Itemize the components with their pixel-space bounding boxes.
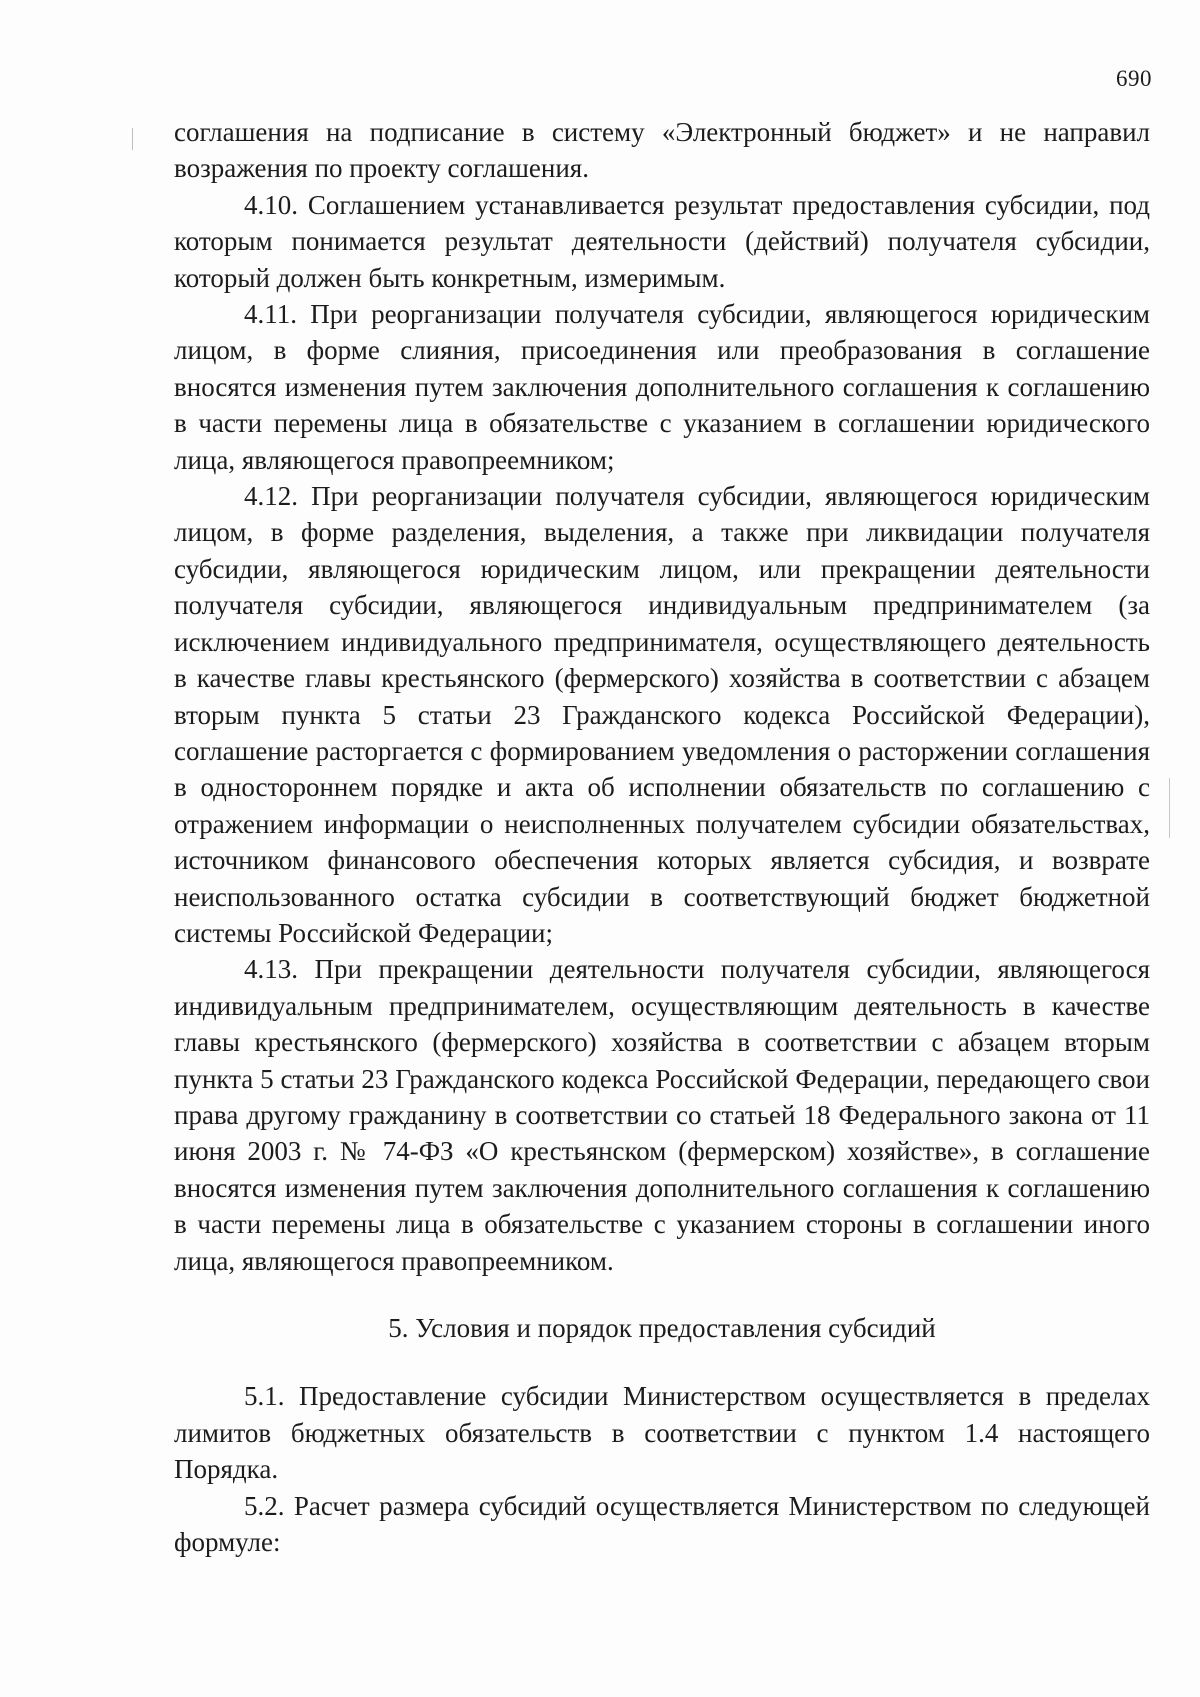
paragraph-continuation: соглашения на подписание в систему «Электронный бюджет» и не направил возражения по проекту соглашения.: [174, 117, 1150, 184]
paragraph-4-10: 4.10. Соглашением устанавливается результат предоставления субсидии, под которым понимается результат деятельности (действий) получателя субсидии, который должен быть конкретным, измеримым.: [174, 189, 1150, 293]
scan-margin-mark: [1169, 778, 1170, 838]
document-body: [174, 114, 1150, 1560]
paragraph-4-12: 4.12. При реорганизации получателя субсидии, являющегося юридическим лицом, в форме разделения, выделения, а также при ликвидации получателя субсидии, являющегося юридическим лицом, или прекращении деятельности получателя субсидии, являющегося индивидуальным предпринимателем (за исключением индивидуального предпринимателя, осуществляющего деятельность в качестве главы крестьянского (фермерского) хозяйства в соответствии с абзацем вторым пункта 5 статьи 23 Гражданского кодекса Российской Федерации), соглашение расторгается с формированием уведомления о расторжении соглашения в одностороннем порядке и акта об исполнении обязательств по соглашению с отражением информации о неисполненных получателем субсидии обязательствах, источником финансового обеспечения которых является субсидия, и возврате неиспользованного остатка субсидии в соответствующий бюджет бюджетной системы Российской Федерации;: [174, 481, 1150, 948]
page-number: 690: [1116, 66, 1152, 91]
section-heading: 5. Условия и порядок предоставления субсидий: [388, 1313, 936, 1343]
scan-margin-mark: [132, 128, 133, 150]
paragraph-5-2: 5.2. Расчет размера субсидий осуществляется Министерством по следующей формуле:: [174, 1490, 1150, 1558]
paragraph-4-13: 4.13. При прекращении деятельности получателя субсидии, являющегося индивидуальным предпринимателем, осуществляющим деятельность в качестве главы крестьянского (фермерского) хозяйства в соответствии с абзацем вторым пункта 5 статьи 23 Гражданского кодекса Российской Федерации, передающего свои права другому гражданину в соответствии со статьей 18 Федерального закона от 11 июня 2003 г. № 74-ФЗ «О крестьянском (фермерском) хозяйстве», в соглашение вносятся изменения путем заключения дополнительного соглашения к соглашению в части перемены лица в обязательстве с указанием стороны в соглашении иного лица, являющегося правопреемником.: [174, 954, 1150, 1276]
paragraph-4-11: 4.11. При реорганизации получателя субсидии, являющегося юридическим лицом, в форме слияния, присоединения или преобразования в соглашение вносятся изменения путем заключения дополнительного соглашения к соглашению в части перемены лица в обязательстве с указанием в соглашении юридического лица, являющегося правопреемником;: [174, 299, 1150, 475]
paragraph-5-1: 5.1. Предоставление субсидии Министерством осуществляется в пределах лимитов бюджетных обязательств в соответствии с пунктом 1.4 настоящего Порядка.: [174, 1381, 1150, 1485]
